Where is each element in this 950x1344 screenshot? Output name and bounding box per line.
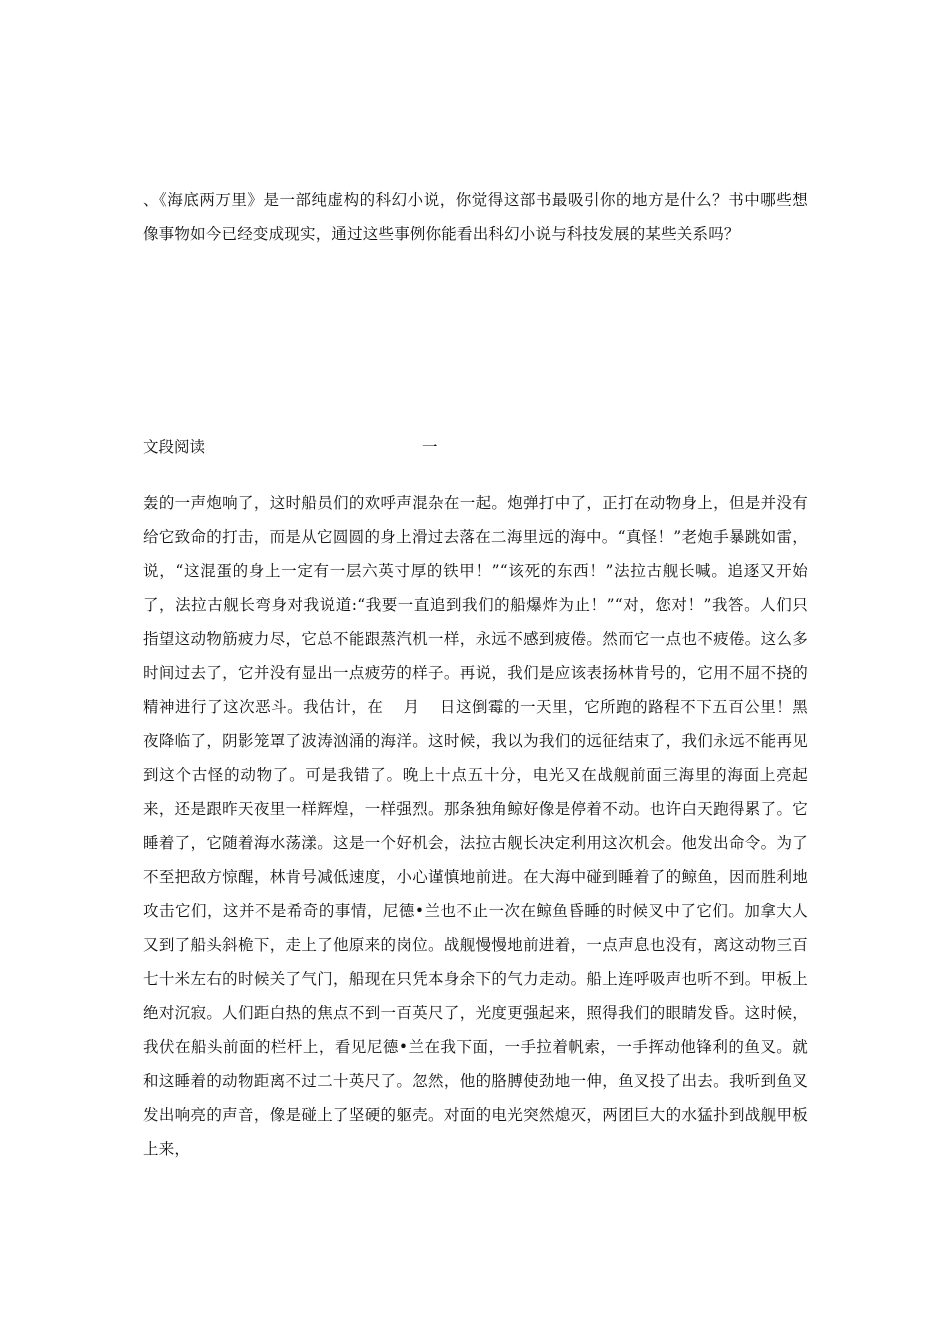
passage-month-label: 月 [403,698,420,716]
question-paragraph: 、《海底两万里》是一部纯虚构的科幻小说，你觉得这部书最吸引你的地方是什么？书中哪些想像事物如今已经变成现实，通过这些事例你能看出科幻小说与科技发展的某些关系吗？ [143,191,808,243]
passage-text-part2: 日这倒霉的一天里，它所跑的路程不下五百公里！黑夜降临了，阴影笼罩了波涛汹涌的海洋。这时候，我以为我们的远征结束了，我们永远不能再见到这个古怪的动物了。可是我错了。晚上十点五十分，电光又在战舰前面三海里的海面上亮起来，还是跟昨天夜里一样辉煌，一样强烈。那条独角鲸好像是停着不动。也许白天跑得累了。它睡着了，它随着海水荡漾。这是一个好机会，法拉古舰长决定利用这次机会。他发出命令。为了不至把敌方惊醒，林肯号减低速度，小心谨慎地前进。在大海中碰到睡着了的鲸鱼，因而胜利地攻击它们，这并不是希奇的事情，尼德•兰也不止一次在鲸鱼昏睡的时候叉中了它们。加拿大人又到了船头斜桅下，走上了他原来的岗位。战舰慢慢地前进着，一点声息也没有，离这动物三百七十米左右的时候关了气门，船现在只凭本身余下的气力走动。船上连呼吸声也听不到。甲板上绝对沉寂。人们距白热的焦点不到一百英尺了，光度更强起来，照得我们的眼睛发昏。这时候，我伏在船头前面的栏杆上，看见尼德•兰在我下面，一手拉着帆索，一手挥动他锋利的鱼叉。就和这睡着的动物距离不过二十英尺了。忽然，他的胳膊使劲地一伸，鱼叉投了出去。我听到鱼叉发出响亮的声音，像是碰上了坚硬的躯壳。对面的电光突然熄灭，两团巨大的水猛扑到战舰甲板上来， [143,698,808,1158]
section-number: 一 [422,438,438,456]
reading-passage [143,486,808,1166]
section-label: 文段阅读 [143,438,206,456]
passage-text-part1: 轰的一声炮响了，这时船员们的欢呼声混杂在一起。炮弹打中了，正打在动物身上，但是并没有给它致命的打击，而是从它圆圆的身上滑过去落在二海里远的海中。“真怪！”老炮手暴跳如雷，说，“这混蛋的身上一定有一层六英寸厚的铁甲！”“该死的东西！”法拉古舰长喊。追逐又开始了，法拉古舰长弯身对我说道:“我要一直追到我们的船爆炸为止！”“对，您对！”我答。人们只指望这动物筋疲力尽，它总不能跟蒸汽机一样，永远不感到疲倦。然而它一点也不疲倦。这么多时间过去了，它并没有显出一点疲劳的样子。再说，我们是应该表扬林肯号的，它用不屈不挠的精神进行了这次恶斗。我估计，在 [143,494,808,716]
